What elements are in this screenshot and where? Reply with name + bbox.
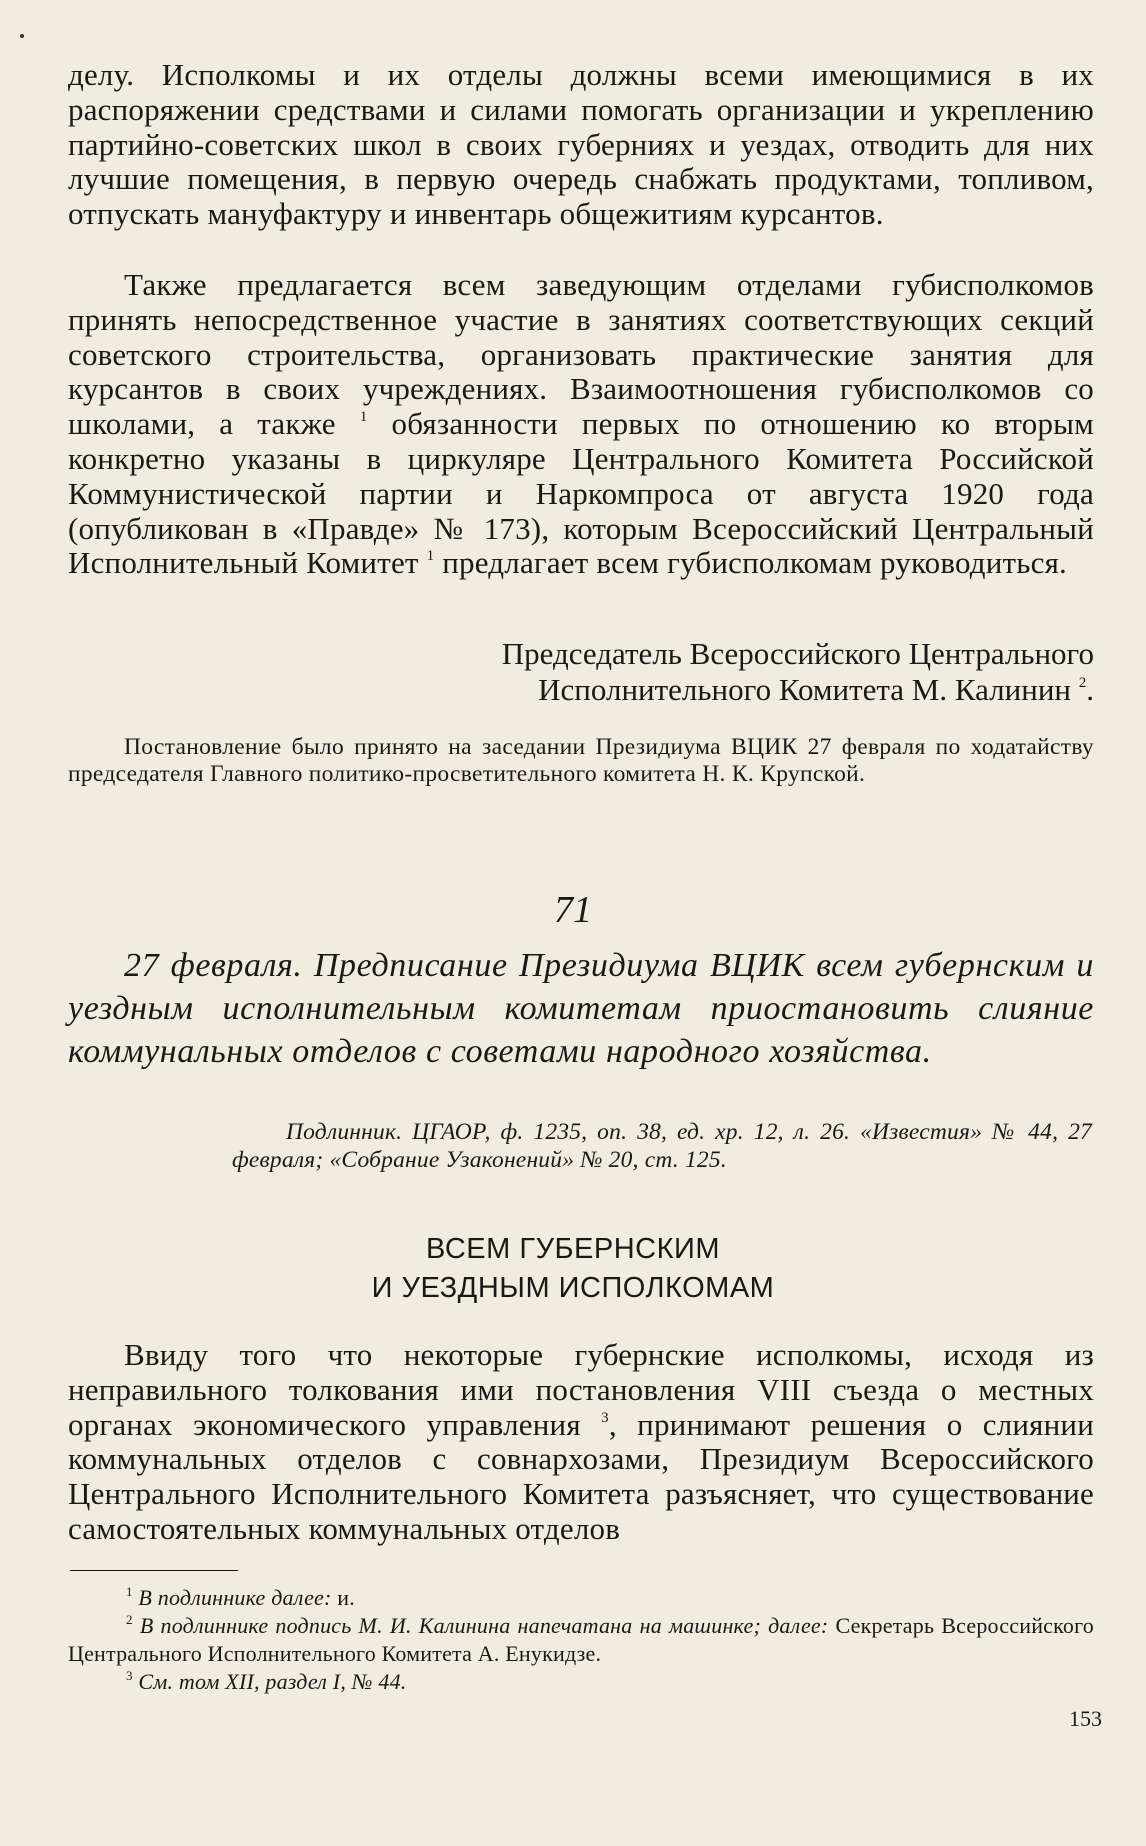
footnote-mark: 3	[126, 1668, 133, 1683]
document-title-line-1: ВСЕМ ГУБЕРНСКИМ	[425, 1233, 720, 1265]
footnote-mark: 2	[126, 1612, 133, 1627]
footnote-italic: В подлиннике подпись М. И. Калинина напечатана на машинке; далее:	[139, 1613, 829, 1638]
paragraph-3	[68, 1338, 1094, 1547]
footnote-plain: Секретарь Всероссийского Центрального Исполнительного Комитета А. Енукидзе.	[68, 1613, 1094, 1666]
print-speck	[20, 34, 24, 38]
paragraph-2-text-1: Также предлагается всем заведующим отделами губисполкомов принять непосредственное участие в занятиях соответствующих секций советского строительства, организовать практические занятия для курсантов в своих учреждениях. Взаимоотношения губисполкомов со школами, а также	[68, 267, 1094, 442]
signature	[502, 636, 1094, 708]
footnote-1	[68, 1584, 1094, 1612]
signature-end: .	[1086, 672, 1094, 707]
paragraph-2	[68, 268, 1094, 581]
paragraph-1	[68, 58, 1094, 232]
paragraph-3-text-2: , принимают решения о слиянии коммунальных отделов с совнархозами, Президиум Всероссийского Центрального Исполнительного Комитета разъясняет, что существование самостоятельных коммунальных отделов	[68, 1406, 1095, 1546]
paragraph-3-text-1: Ввиду того что некоторые губернские исполкомы, исходя из неправильного толкования ими постановления VIII съезда о местных органах экономического управления	[68, 1337, 1094, 1442]
document-title	[0, 1230, 1146, 1308]
adoption-note: Постановление было принято на заседании Президиума ВЦИК 27 февраля по ходатайству председателя Главного политико-просветительного комитета Н. К. Крупской.	[68, 734, 1094, 787]
document-number: 71	[554, 889, 592, 931]
signature-line-1: Председатель Всероссийского Центрального	[501, 636, 1094, 671]
document-title-line-2: И УЕЗДНЫМ ИСПОЛКОМАМ	[371, 1272, 775, 1304]
footnote-italic: См. том XII, раздел I, № 44.	[138, 1669, 407, 1694]
footnotes	[68, 1584, 1094, 1696]
footnote-ref-2[interactable]: 2	[1078, 675, 1087, 691]
footnote-plain: и.	[331, 1585, 355, 1610]
paragraph-1-text: делу. Исполкомы и их отделы должны всеми имеющимися в их распоряжении средствами и силами помогать организации и укреплению партийно-советских школ в своих губерниях и уездах, отводить для них лучшие помещения, в первую очередь снабжать продуктами, топливом, отпускать мануфактуру и инвентарь общежитиям курсантов.	[68, 57, 1094, 232]
paragraph-2-text-2: обязанности первых по отношению ко вторым конкретно указаны в циркуляре Центрального Комитета Российской Коммунистической партии и Наркомпроса от августа 1920 года (опубликован в «Правде» № 173), которым Всероссийский Центральный Исполнительный Комитет	[68, 406, 1094, 581]
page-number: 153	[1069, 1706, 1102, 1731]
footnote-3	[68, 1668, 1094, 1696]
footnote-2	[68, 1612, 1094, 1668]
footnote-mark: 1	[126, 1584, 133, 1599]
signature-line-2	[502, 672, 1094, 708]
footnote-italic: В подлиннике далее:	[138, 1585, 332, 1610]
signature-name: Исполнительного Комитета М. Калинин	[538, 672, 1071, 707]
footnote-ref-3[interactable]: 3	[601, 1409, 609, 1426]
document-heading: 27 февраля. Предписание Президиума ВЦИК всем губернским и уездным исполнительным комитетам приостановить слияние коммунальных отделов с советами народного хозяйства.	[68, 947, 1094, 1070]
footnote-ref-1b[interactable]: 1	[426, 548, 435, 565]
paragraph-2-text-3: предлагает всем губисполкомам руководиться.	[434, 545, 1067, 581]
footnote-ref-1[interactable]: 1	[359, 409, 368, 426]
footnote-divider	[70, 1570, 238, 1571]
document-source: Подлинник. ЦГАОР, ф. 1235, оп. 38, ед. хр. 12, л. 26. «Известия» № 44, 27 февраля; «Собрание Узаконений» № 20, ст. 125.	[232, 1119, 1092, 1173]
